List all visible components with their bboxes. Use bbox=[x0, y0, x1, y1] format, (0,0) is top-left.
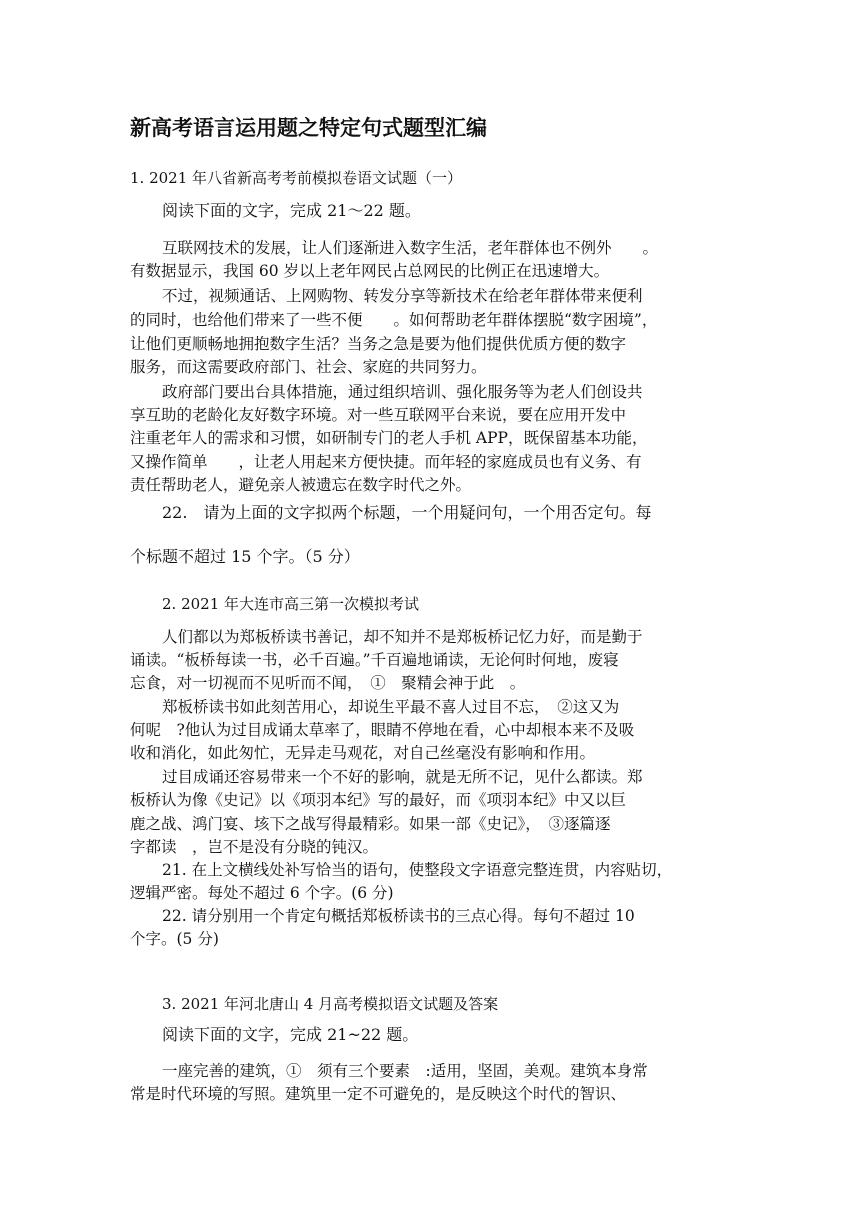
passage-line: 注重老年人的需求和习惯，如研制专门的老人手机 APP，既保留基本功能， bbox=[130, 429, 648, 447]
passage-line: 诵读。“板桥每读一书，必千百遍。”千百遍地诵读，无论何时何地，废寝 bbox=[130, 651, 619, 669]
passage-line: 政府部门要出台具体措施，通过组织培训、强化服务等为老人们创设共 bbox=[162, 383, 643, 401]
passage-line: 互联网技术的发展，让人们逐渐进入数字生活，老年群体也不例外 。 bbox=[162, 239, 659, 257]
passage-line: 责任帮助老人，避免亲人被遗忘在数字时代之外。 bbox=[130, 476, 472, 494]
passage-line: 过目成诵还容易带来一个不好的影响，就是无所不记，见什么都读。郑 bbox=[162, 768, 643, 786]
passage-line: 享互助的老龄化友好数字环境。对一些互联网平台来说，要在应用开发中 bbox=[130, 406, 627, 424]
passage-line: 有数据显示，我国 60 岁以上老年网民占总网民的比例正在迅速增大。 bbox=[130, 262, 610, 280]
passage-line: 忘食，对一切视而不见听而不闻， ① 聚精会神于此 。 bbox=[130, 674, 526, 692]
passage-line: 不过，视频通话、上网购物、转发分享等新技术在给老年群体带来便利 bbox=[162, 287, 643, 305]
passage-line: 人们都以为郑板桥读书善记，却不知并不是郑板桥记忆力好，而是勤于 bbox=[162, 628, 643, 646]
passage-line: 字都读 ，岂不是没有分晓的钝汉。 bbox=[130, 838, 379, 856]
question-22: 22. 请分别用一个肯定句概括郑板桥读书的三点心得。每句不超过 10 bbox=[162, 907, 635, 925]
passage-line: 板桥认为像《史记》以《项羽本纪》写的最好，而《项羽本纪》中又以巨 bbox=[130, 791, 627, 809]
passage-line: 又操作简单 ，让老人用起来方便快捷。而年轻的家庭成员也有义务、有 bbox=[130, 453, 642, 471]
passage-line: 一座完善的建筑，① 须有三个要素 :适用，坚固，美观。建筑本身常 bbox=[162, 1062, 648, 1080]
passage-line: 何呢 ?他认为过目成诵太草率了，眼睛不停地在看，心中却根本来不及吸 bbox=[130, 721, 635, 739]
section-1-intro: 阅读下面的文字，完成 21～22 题。 bbox=[162, 201, 421, 220]
page-title: 新高考语言运用题之特定句式题型汇编 bbox=[130, 116, 487, 140]
passage-line: 常是时代环境的写照。建筑里一定不可避免的，是反映这个时代的智识、 bbox=[130, 1085, 627, 1103]
question-22-cont: 个字。(5 分) bbox=[130, 930, 219, 948]
section-2-heading: 2. 2021 年大连市高三第一次模拟考试 bbox=[162, 595, 420, 613]
question-21: 21. 在上文横线处补写恰当的语句，使整段文字语意完整连贯，内容贴切， bbox=[162, 861, 673, 879]
passage-line: 郑板桥读书如此刻苦用心，却说生平最不喜人过目不忘， ②这又为 bbox=[162, 698, 620, 716]
passage-line: 鹿之战、鸿门宴、垓下之战写得最精彩。如果一部《史记》， ③逐篇逐 bbox=[130, 815, 611, 833]
passage-line: 的同时，也给他们带来了一些不便 。如何帮助老年群体摆脱“数字困境”， bbox=[130, 311, 658, 329]
question-22: 22. 请为上面的文字拟两个标题，一个用疑问句，一个用否定句。每 bbox=[162, 503, 652, 522]
section-3-heading: 3. 2021 年河北唐山 4 月高考模拟语文试题及答案 bbox=[162, 995, 499, 1013]
section-3-intro: 阅读下面的文字，完成 21~22 题。 bbox=[162, 1025, 419, 1044]
passage-line: 收和消化，如此匆忙，无异走马观花，对自己丝毫没有影响和作用。 bbox=[130, 744, 596, 762]
passage-line: 服务，而这需要政府部门、社会、家庭的共同努力。 bbox=[130, 358, 487, 376]
section-1-heading: 1. 2021 年八省新高考考前模拟卷语文试题（一） bbox=[130, 169, 463, 187]
question-21-cont: 逻辑严密。每处不超过 6 个字。(6 分) bbox=[130, 884, 394, 902]
question-22-cont: 个标题不超过 15 个字。（5 分） bbox=[130, 547, 360, 566]
passage-line: 让他们更顺畅地拥抱数字生活？当务之急是要为他们提供优质方便的数字 bbox=[130, 335, 627, 353]
